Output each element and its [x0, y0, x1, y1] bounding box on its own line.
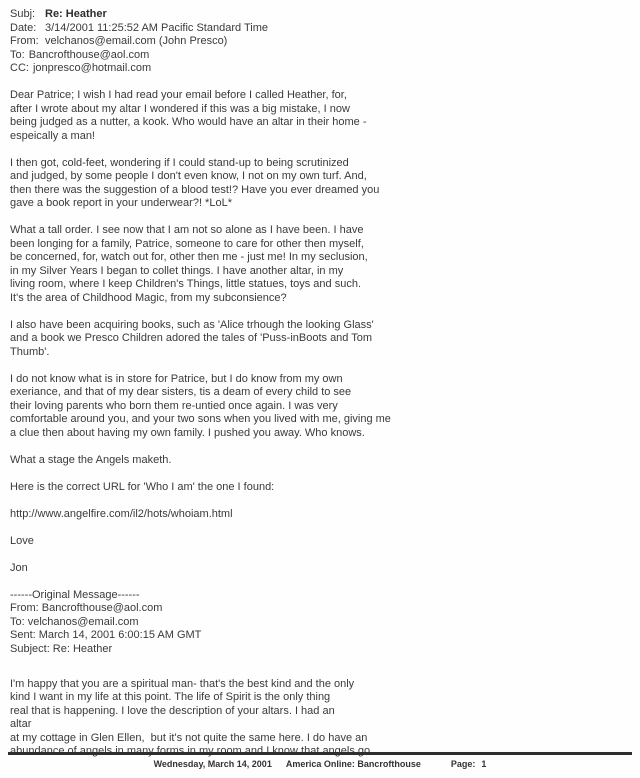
text-line: I do not know what is in store for Patrice, but I do know from my own [10, 372, 343, 385]
header-row-to [10, 49, 626, 63]
text-line: I'm happy that you are a spiritual man- that's the best kind and the only [10, 677, 355, 690]
text-line: Dear Patrice; I wish I had read your email before I called Heather, for, [10, 89, 347, 101]
text-line: a clue then about having my own family. I pushed you away. Who knows. [10, 426, 365, 439]
paragraph [10, 535, 626, 549]
email-header [10, 8, 626, 76]
text-line: To: velchanos@email.com [10, 615, 139, 628]
text-line: gave a book report in your underwear?! *LoL* [10, 197, 232, 209]
text-line: abundance of angels in many forms in my room and I know that angels go [10, 745, 371, 757]
text-line: It's the area of Childhood Magic, from my subconsience? [10, 291, 287, 304]
text-line: and judged, by some people I don't even know, I not on my own turf. And, [10, 170, 367, 182]
text-line: Here is the correct URL for 'Who I am' the one I found: [10, 480, 275, 493]
cc-value: jonpresco@hotmail.com [32, 62, 152, 74]
header-row-cc [10, 62, 626, 76]
text-line: real that is happening. I love the description of your altars. I had an [10, 704, 335, 717]
paragraph [10, 157, 626, 211]
date-label: Date: [10, 21, 37, 34]
date-value: 3/14/2001 11:25:52 AM Pacific Standard Time [45, 21, 268, 34]
text-line: then there was the suggestion of a blood test!? Have you ever dreamed you [10, 183, 380, 196]
email-content [10, 8, 626, 759]
text-line: I then got, cold-feet, wondering if I could stand-up to being scrutinized [10, 156, 349, 169]
text-line: been longing for a family, Patrice, someone to care for other then myself, [10, 237, 364, 250]
header-row-date [10, 22, 626, 36]
from-value: velchanos@email.com (John Presco) [45, 35, 228, 47]
text-line: be concerned, for, watch out for, other then me - just me! In my seclusion, [10, 251, 368, 263]
text-line: Jon [10, 561, 28, 574]
text-line: their loving parents who born them re-untied once again. I was very [10, 399, 338, 412]
footer-page-number: 1 [481, 759, 487, 769]
subject-value: Re: Heather [45, 8, 107, 20]
text-line: What a stage the Angels maketh. [10, 453, 172, 466]
paragraph [10, 562, 626, 576]
text-line: Love [10, 534, 34, 547]
paragraph [10, 670, 626, 759]
text-line: What a tall order. I see now that I am not so alone as I have been. I have [10, 224, 364, 236]
text-line: at my cottage in Glen Ellen, but it's not quite the same here. I do have an [10, 731, 368, 744]
paragraph [10, 224, 626, 305]
paragraph [10, 373, 626, 441]
text-line: http://www.angelfire.com/il2/hots/whoiam.html [10, 507, 233, 520]
footer-date: Wednesday, March 14, 2001 [153, 759, 272, 769]
page-footer [8, 752, 632, 770]
footer-divider [8, 752, 632, 755]
paragraph [10, 589, 626, 657]
to-label: To: [10, 48, 25, 61]
footer-source: America Online: Bancrofthouse [285, 759, 421, 769]
text-line: Subject: Re: Heather [10, 642, 113, 655]
paragraph [10, 454, 626, 468]
paragraph [10, 89, 626, 143]
text-line: living room, where I keep Children's Things, little statues, toys and such. [10, 278, 362, 290]
to-value: Bancrofthouse@aol.com [28, 48, 150, 61]
text-line: Thumb'. [10, 345, 50, 358]
paragraph [10, 481, 626, 495]
text-line: altar [10, 718, 32, 730]
text-line: comfortable around you, and your two sons when you lived with me, giving me [10, 413, 391, 425]
text-line: being judged as a nutter, a kook. Who would have an altar in their home - [10, 116, 367, 128]
from-label: From: [10, 35, 39, 47]
paragraph [10, 319, 626, 360]
text-line: in my Silver Years I began to collet things. I have another altar, in my [10, 264, 344, 277]
footer-text [8, 759, 632, 770]
header-row-subj [10, 8, 626, 22]
text-line: exeriance, and that of my dear sisters, tis a deam of every child to see [10, 386, 352, 398]
footer-page-label: Page: [450, 759, 476, 769]
text-line: I also have been acquiring books, such as 'Alice trhough the looking Glass' [10, 318, 374, 331]
cc-label: CC: [10, 62, 29, 74]
paragraph [10, 508, 626, 522]
header-row-from [10, 35, 626, 49]
text-line: kind I want in my life at this point. The life of Spirit is the only thing [10, 691, 331, 703]
text-line: espeically a man! [10, 129, 95, 142]
email-body [10, 89, 626, 759]
subj-label: Subj: [10, 8, 36, 20]
text-line: Sent: March 14, 2001 6:00:15 AM GMT [10, 629, 202, 641]
text-line: after I wrote about my altar I wondered if this was a big mistake, I now [10, 102, 350, 115]
text-line: From: Bancrofthouse@aol.com [10, 602, 163, 614]
text-line: and a book we Presco Children adored the tales of 'Puss-inBoots and Tom [10, 332, 373, 344]
text-line: ------Original Message------ [10, 588, 140, 601]
